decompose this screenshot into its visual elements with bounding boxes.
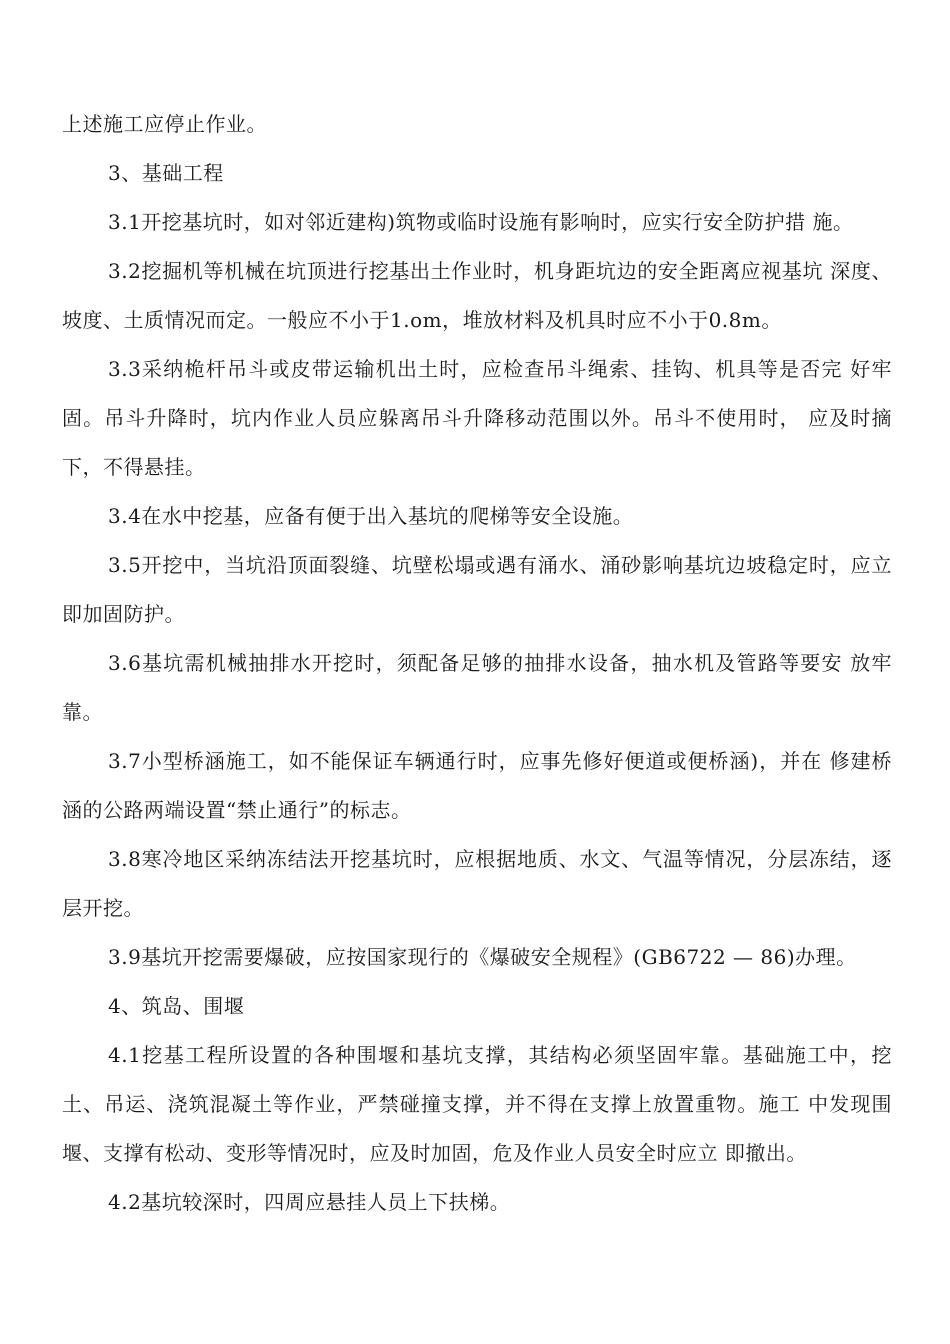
paragraph-4-1: 4.1挖基工程所设置的各种围堰和基坑支撑，其结构必须坚固牢靠。基础施工中，挖土、吊运、浇筑混凝土等作业，严禁碰撞支撑，并不得在支撑上放置重物。施工 中发现围堰、支撑有松动、变形等情况时，应及时加固，危及作业人员安全时应立 即撤出。 xyxy=(62,1043,892,1165)
section-heading-4: 4、筑岛、围堰 xyxy=(108,994,245,1018)
section-heading-3: 3、基础工程 xyxy=(108,161,224,185)
paragraph-3-1: 3.1开挖基坑时，如对邻近建构)筑物或临时设施有影响时，应实行安全防护措 施。 xyxy=(108,210,854,234)
paragraph-3-4: 3.4在水中挖基，应备有便于出入基坑的爬梯等安全设施。 xyxy=(108,504,634,528)
paragraph-3-2: 3.2挖掘机等机械在坑顶进行挖基出土作业时，机身距坑边的安全距离应视基坑 深度、坡度、土质情况而定。一般应不小于1.om，堆放材料及机具时应不小于0.8m。 xyxy=(62,259,892,332)
paragraph-4-2: 4.2基坑较深时，四周应悬挂人员上下扶梯。 xyxy=(108,1190,511,1214)
paragraph-3-6: 3.6基坑需机械抽排水开挖时，须配备足够的抽排水设备，抽水机及管路等要安 放牢靠。 xyxy=(62,651,892,724)
paragraph-3-9: 3.9基坑开挖需要爆破，应按国家现行的《爆破安全规程》(GB6722 — 86)办理。 xyxy=(108,945,857,969)
paragraph-3-8: 3.8寒冷地区采纳冻结法开挖基坑时，应根据地质、水文、气温等情况，分层冻结，逐层开挖。 xyxy=(62,847,892,920)
document-body xyxy=(62,100,892,1227)
paragraph-3-7: 3.7小型桥涵施工，如不能保证车辆通行时，应事先修好便道或便桥涵)，并在 修建桥涵的公路两端设置“禁止通行”的标志。 xyxy=(62,749,892,822)
paragraph-continuation: 上述施工应停止作业。 xyxy=(62,112,267,136)
paragraph-3-3: 3.3采纳桅杆吊斗或皮带运输机出土时，应检查吊斗绳索、挂钩、机具等是否完 好牢固。吊斗升降时，坑内作业人员应躲离吊斗升降移动范围以外。吊斗不使用时， 应及时摘下，不得悬挂。 xyxy=(62,357,892,479)
paragraph-3-5: 3.5开挖中，当坑沿顶面裂缝、坑壁松塌或遇有涌水、涌砂影响基坑边坡稳定时，应立即加固防护。 xyxy=(62,553,892,626)
